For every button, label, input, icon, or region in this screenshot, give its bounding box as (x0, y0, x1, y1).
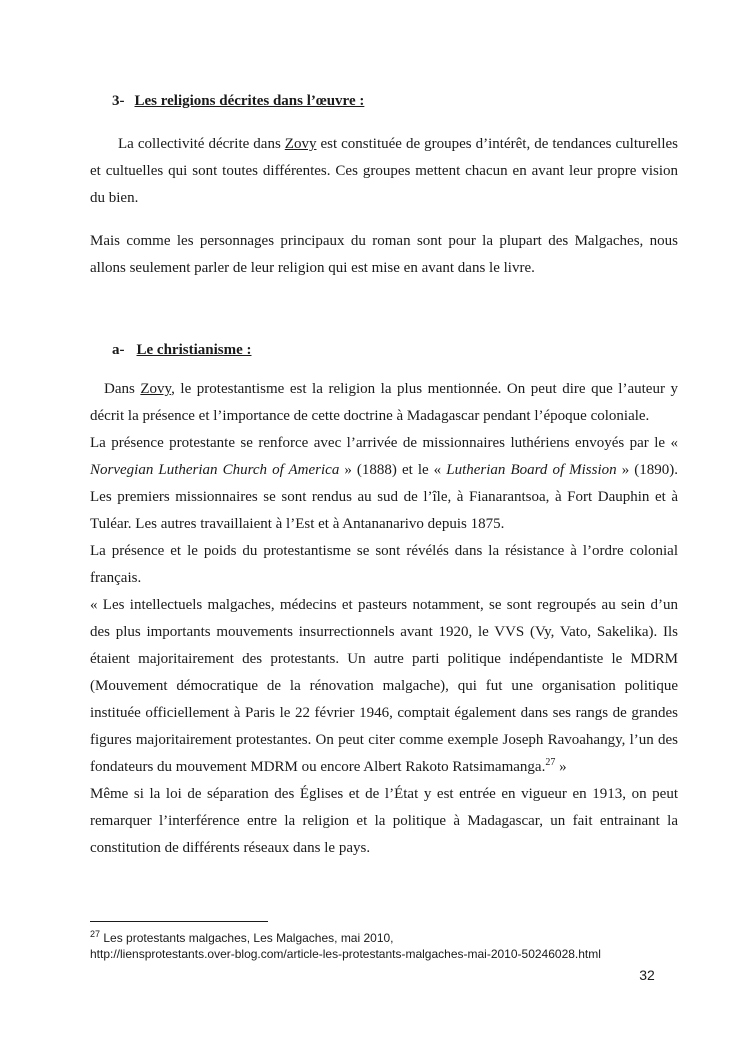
section-heading (112, 88, 678, 115)
paragraph-christianisme-4 (90, 592, 678, 781)
text-run: « Les intellectuels malgaches, médecins et pasteurs notamment, se sont regroupés au sein d’un des plus importants mouvements insurrectionnels avant 1920, le VVS (Vy, Vato, Sakelika). Ils étaient majoritairement des protestants. Un autre parti politique indépendantiste le MDRM (Mouvement démocratique de la rénovation malgache), qui fut une organisation politique instituée officiellement à Paris le 22 février 1946, comptait également dans ses rangs de grandes figures majoritairement protestantes. On peut citer comme exemple Joseph Ravoahangy, l’un des fondateurs du mouvement MDRM ou encore Albert Rakoto Ratsimamanga. (90, 597, 678, 775)
footnote-area (90, 921, 678, 962)
text-run: Même si la loi de séparation des Églises et de l’État y est entrée en vigueur en 1913, on peut remarquer l’interférence entre la religion et la politique à Madagascar, un fait entrainant la constitution de différents réseaux dans le pays. (90, 786, 678, 856)
text-run: , le protestantisme est la religion la plus mentionnée. On peut dire que l’auteur y décrit la présence et l’importance de cette doctrine à Madagascar pendant l’époque coloniale. (90, 381, 678, 424)
org-name-italic: Norvegian Lutherian Church of America (90, 462, 340, 478)
paragraph-christianisme-1 (90, 376, 678, 430)
org-name-italic: Lutherian Board of Mission (446, 462, 617, 478)
footnote-url: http://liensprotestants.over-blog.com/article-les-protestants-malgaches-mai-2010-50246028.html (90, 947, 601, 961)
section-number: 3- (112, 93, 125, 109)
text-run: » (1888) et le « (339, 462, 447, 478)
paragraph-christianisme-2 (90, 430, 678, 538)
paragraph-christianisme-5 (90, 781, 678, 862)
page-number: 32 (639, 967, 655, 983)
footnote-reference-27: 27 (545, 757, 556, 768)
text-run: est constituée de groupes d’intérêt, de tendances culturelles et cultuelles qui sont toutes différentes. Ces groupes mettent chacun en avant leur propre vision du bien. (90, 136, 678, 206)
text-run: Mais comme les personnages principaux du roman sont pour la plupart des Malgaches, nous allons seulement parler de leur religion qui est mise en avant dans le livre. (90, 233, 678, 276)
book-title-zovy: Zovy (140, 381, 172, 397)
text-run: La présence protestante se renforce avec l’arrivée de missionnaires luthériens envoyés par le « (90, 435, 678, 451)
text-run: La présence et le poids du protestantisme se sont révélés dans la résistance à l’ordre colonial français. (90, 543, 678, 586)
footnote-number: 27 (90, 929, 101, 939)
footnote-citation: Les protestants malgaches, Les Malgaches, mai 2010, (100, 931, 394, 945)
subsection-letter: a- (112, 342, 125, 358)
subsection-heading (112, 337, 678, 364)
page-body (90, 88, 678, 862)
text-run: » (1890). Les premiers missionnaires se sont rendus au sud de l’île, à Fianarantsoa, à Fort Dauphin et à Tuléar. Les autres travaillaient à l’Est et à Antananarivo depuis 1875. (90, 462, 678, 532)
text-run: La collectivité décrite dans (118, 136, 285, 152)
footnote-text (90, 930, 678, 962)
paragraph-intro-1 (90, 131, 678, 212)
text-run: Dans (104, 381, 141, 397)
footnote-separator-line (90, 921, 268, 922)
book-title-zovy: Zovy (284, 136, 317, 152)
subsection-title: Le christianisme : (136, 342, 252, 358)
text-run: » (555, 759, 567, 775)
paragraph-intro-2 (90, 228, 678, 282)
section-title: Les religions décrites dans l’œuvre : (134, 93, 365, 109)
paragraph-christianisme-3 (90, 538, 678, 592)
